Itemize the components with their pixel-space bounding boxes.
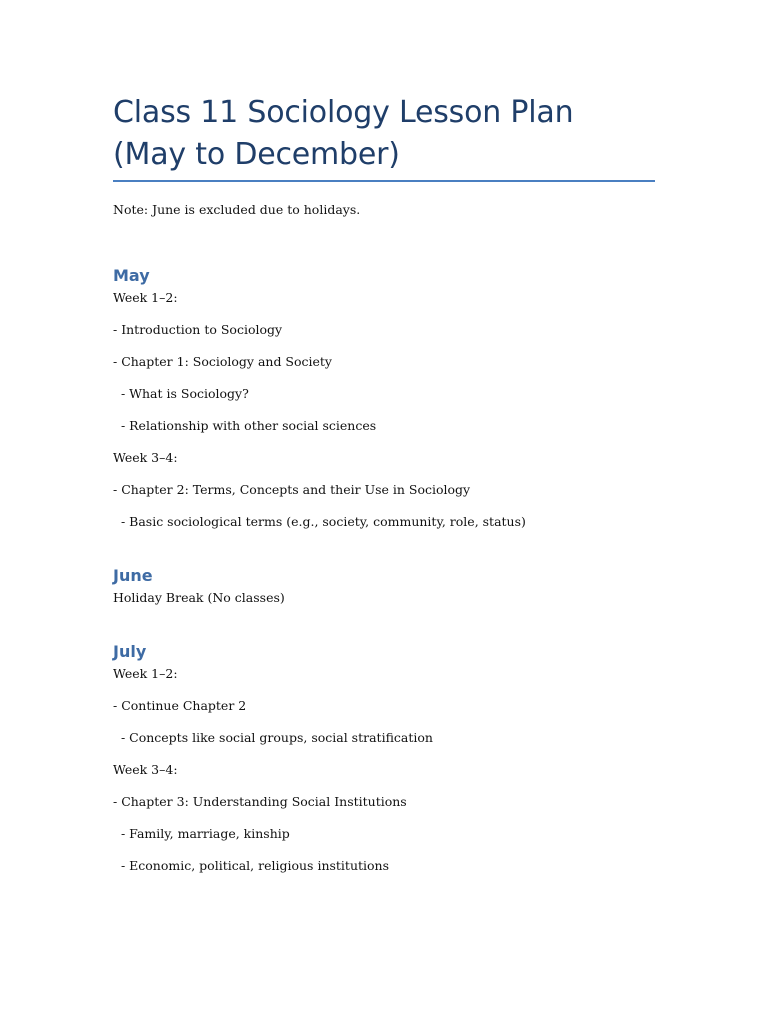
plan-line: - Continue Chapter 2 (113, 698, 247, 713)
plan-line: - Chapter 3: Understanding Social Institutions (113, 794, 407, 809)
month-heading-may: May (113, 266, 150, 285)
plan-line: - Family, marriage, kinship (113, 826, 290, 841)
holiday-note: Note: June is excluded due to holidays. (113, 202, 361, 217)
plan-line: - Chapter 1: Sociology and Society (113, 354, 332, 369)
plan-line: - Concepts like social groups, social stratification (113, 730, 433, 745)
plan-line: Week 3–4: (113, 762, 178, 777)
plan-line: - What is Sociology? (113, 386, 249, 401)
plan-line: - Chapter 2: Terms, Concepts and their Use in Sociology (113, 482, 471, 497)
plan-line: Holiday Break (No classes) (113, 590, 285, 605)
title-underline (113, 180, 655, 182)
month-section-july (113, 642, 655, 874)
plan-line: Week 1–2: (113, 290, 178, 305)
plan-line: - Basic sociological terms (e.g., society, community, role, status) (113, 514, 526, 529)
plan-line: Week 1–2: (113, 666, 178, 681)
month-heading-june: June (113, 566, 153, 585)
plan-line: Week 3–4: (113, 450, 178, 465)
document-title: Class 11 Sociology Lesson Plan (May to December) (113, 95, 574, 172)
plan-line: - Relationship with other social sciences (113, 418, 377, 433)
month-section-june (113, 566, 655, 606)
month-section-may (113, 266, 655, 530)
plan-line: - Economic, political, religious institutions (113, 858, 390, 873)
plan-line: - Introduction to Sociology (113, 322, 283, 337)
document-page (113, 92, 655, 874)
month-heading-july: July (113, 642, 147, 661)
